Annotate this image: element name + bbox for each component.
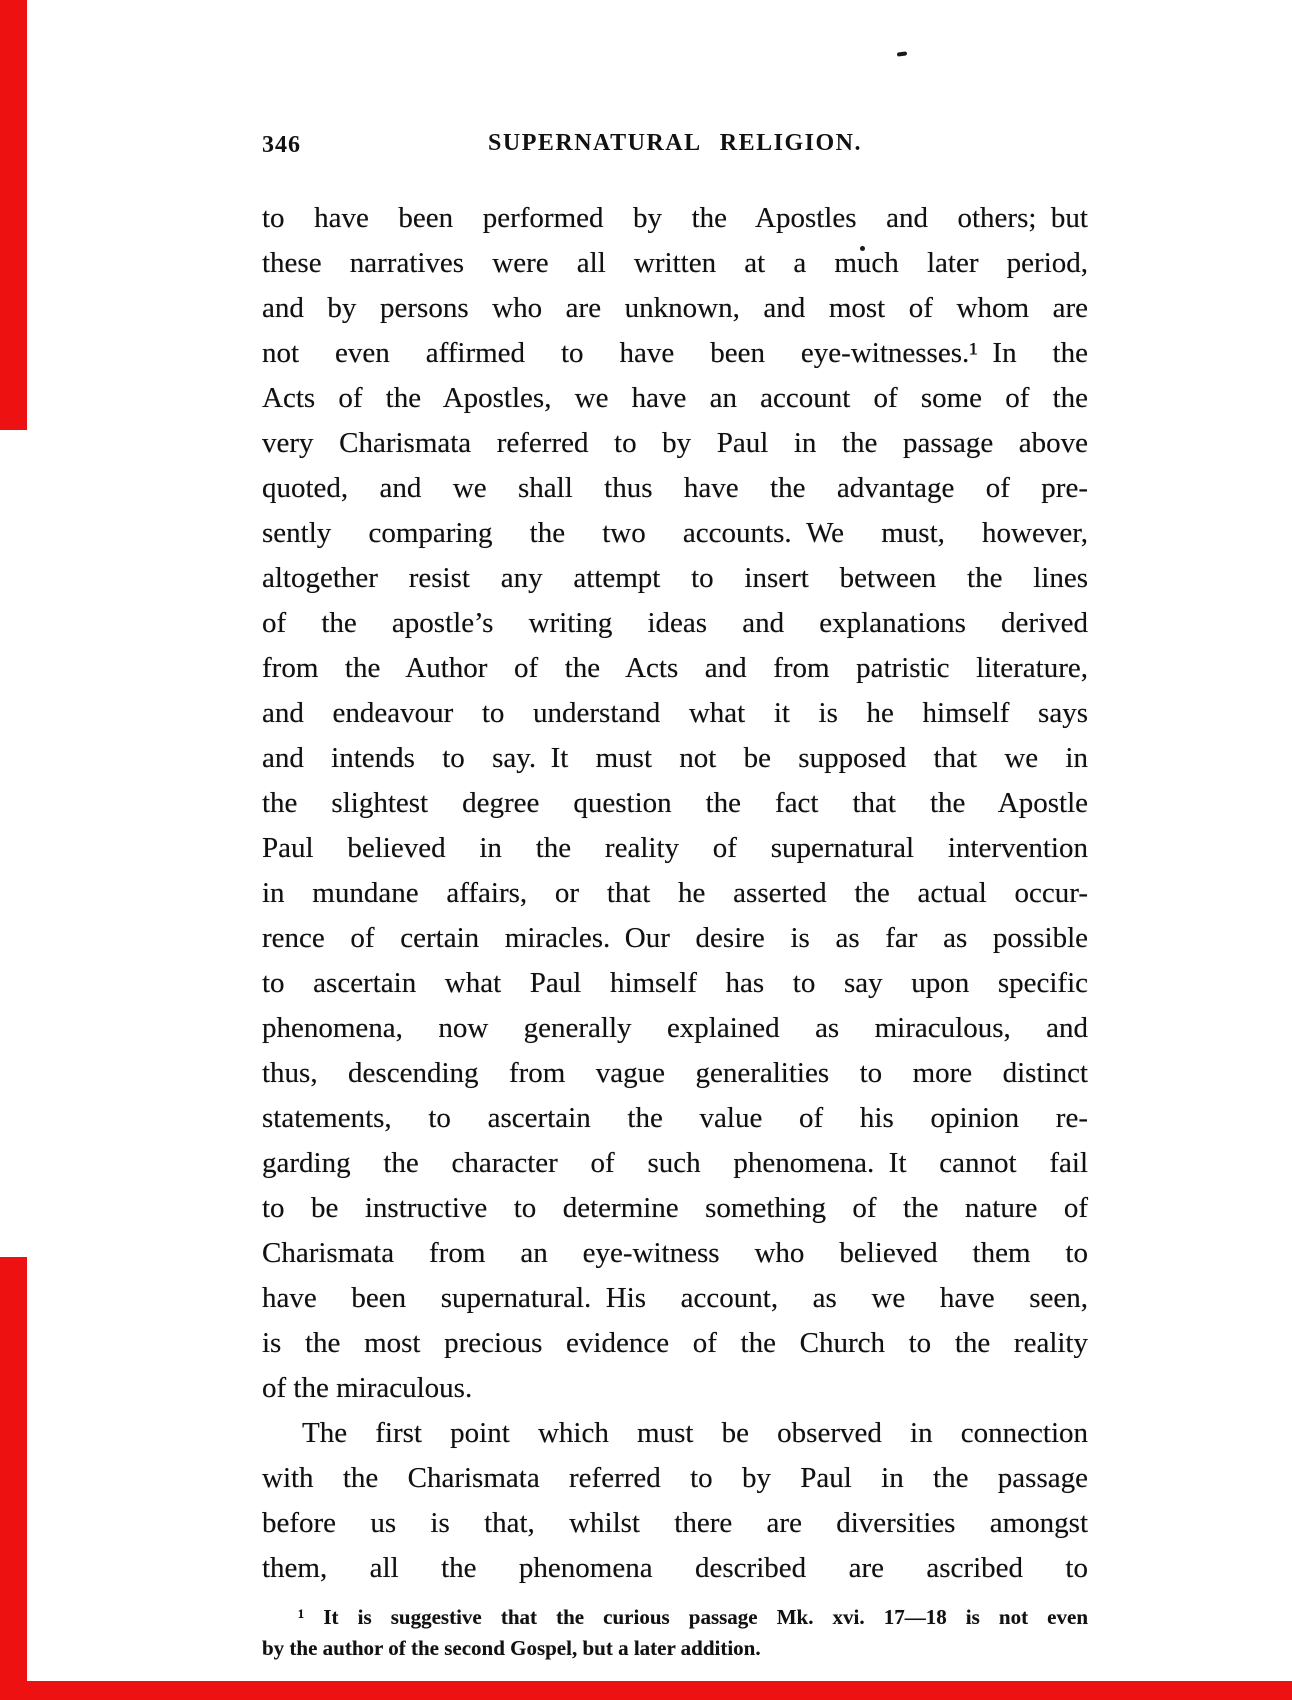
running-header	[262, 130, 1088, 162]
text-line: and intends to say. It must not be supposed that we in	[262, 742, 1088, 774]
text-line: rence of certain miracles. Our desire is as far as possible	[262, 922, 1088, 954]
text-line: altogether resist any attempt to insert between the lines	[262, 562, 1088, 594]
text-line: these narratives were all written at a much later period,	[262, 247, 1088, 279]
text-line: have been supernatural. His account, as we have seen,	[262, 1282, 1088, 1314]
text-line: to ascertain what Paul himself has to say upon specific	[262, 967, 1088, 999]
text-line: is the most precious evidence of the Church to the reality	[262, 1327, 1088, 1359]
text-line: in mundane affairs, or that he asserted the actual occur-	[262, 877, 1088, 909]
text-line-paragraph-start: The first point which must be observed in connection	[302, 1417, 1088, 1449]
text-line: them, all the phenomena described are ascribed to	[262, 1552, 1088, 1584]
text-line: Paul believed in the reality of supernatural intervention	[262, 832, 1088, 864]
scan-edge-mark-bottom	[0, 1681, 1292, 1700]
text-line: garding the character of such phenomena. It cannot fail	[262, 1147, 1088, 1179]
text-line: very Charismata referred to by Paul in the passage above	[262, 427, 1088, 459]
text-line: before us is that, whilst there are diversities amongst	[262, 1507, 1088, 1539]
text-line: not even affirmed to have been eye-witnesses.¹ In the	[262, 337, 1088, 369]
text-line: Charismata from an eye-witness who believed them to	[262, 1237, 1088, 1269]
ink-speck	[897, 51, 907, 56]
text-line: thus, descending from vague generalities to more distinct	[262, 1057, 1088, 1089]
text-line: and by persons who are unknown, and most of whom are	[262, 292, 1088, 324]
page-number: 346	[262, 132, 301, 158]
footnote	[262, 1602, 1088, 1664]
footnote-line: by the author of the second Gospel, but a later addition.	[262, 1636, 761, 1660]
body-text	[262, 196, 1088, 1591]
scan-edge-mark-left-bottom	[0, 1257, 27, 1700]
text-line: to have been performed by the Apostles and others; but	[262, 202, 1088, 234]
text-line: of the miraculous.	[262, 1372, 473, 1404]
text-line: statements, to ascertain the value of his opinion re-	[262, 1102, 1088, 1134]
text-line: to be instructive to determine something of the nature of	[262, 1192, 1088, 1224]
text-line: quoted, and we shall thus have the advantage of pre-	[262, 472, 1088, 504]
text-line: phenomena, now generally explained as miraculous, and	[262, 1012, 1088, 1044]
text-line: Acts of the Apostles, we have an account of some of the	[262, 382, 1088, 414]
running-title: SUPERNATURAL RELIGION.	[488, 130, 862, 156]
text-line: from the Author of the Acts and from patristic literature,	[262, 652, 1088, 684]
text-line: with the Charismata referred to by Paul in the passage	[262, 1462, 1088, 1494]
text-line: sently comparing the two accounts. We must, however,	[262, 517, 1088, 549]
text-line: the slightest degree question the fact that the Apostle	[262, 787, 1088, 819]
scan-edge-mark-left-top	[0, 0, 27, 430]
text-line: of the apostle’s writing ideas and explanations derived	[262, 607, 1088, 639]
footnote-line: ¹ It is suggestive that the curious passage Mk. xvi. 17—18 is not even	[298, 1605, 1088, 1629]
text-line: and endeavour to understand what it is he himself says	[262, 697, 1088, 729]
